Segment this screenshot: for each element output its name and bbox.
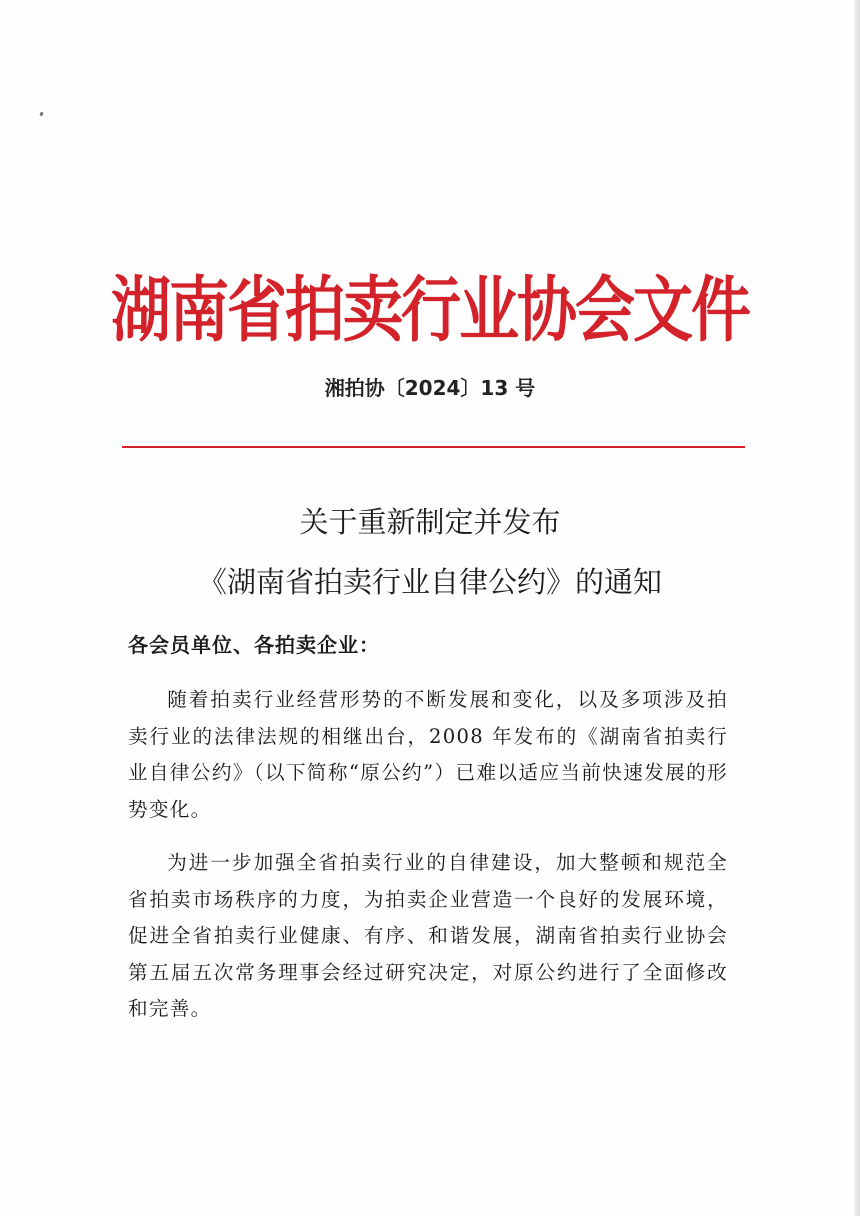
red-divider-line [122,446,745,448]
issuer-heading: 湖南省拍卖行业协会文件 [111,269,749,353]
scan-speck [39,112,43,117]
body-paragraph-2: 为进一步加强全省拍卖行业的自律建设，加大整顿和规范全省拍卖市场秩序的力度，为拍卖企业营造一个良好的发展环境，促进全省拍卖行业健康、有序、和谐发展，湖南省拍卖行业协会第五届五次常务理事会经过研究决定，对原公约进行了全面修改和完善。 [128,851,728,1020]
scan-edge-shadow [854,0,860,1216]
notice-title-line-1: 关于重新制定并发布 [299,505,561,539]
notice-title-line-2: 《湖南省拍卖行业自律公约》的通知 [197,565,662,599]
document-number: 湘拍协〔2024〕13 号 [324,376,536,400]
body-paragraph-1: 随着拍卖行业经营形势的不断发展和变化，以及多项涉及拍卖行业的法律法规的相继出台，2008 年发布的《湖南省拍卖行业自律公约》（以下简称“原公约”）已难以适应当前快速发展的形势变化。 [128,688,728,821]
salutation: 各会员单位、各拍卖企业： [128,633,380,657]
